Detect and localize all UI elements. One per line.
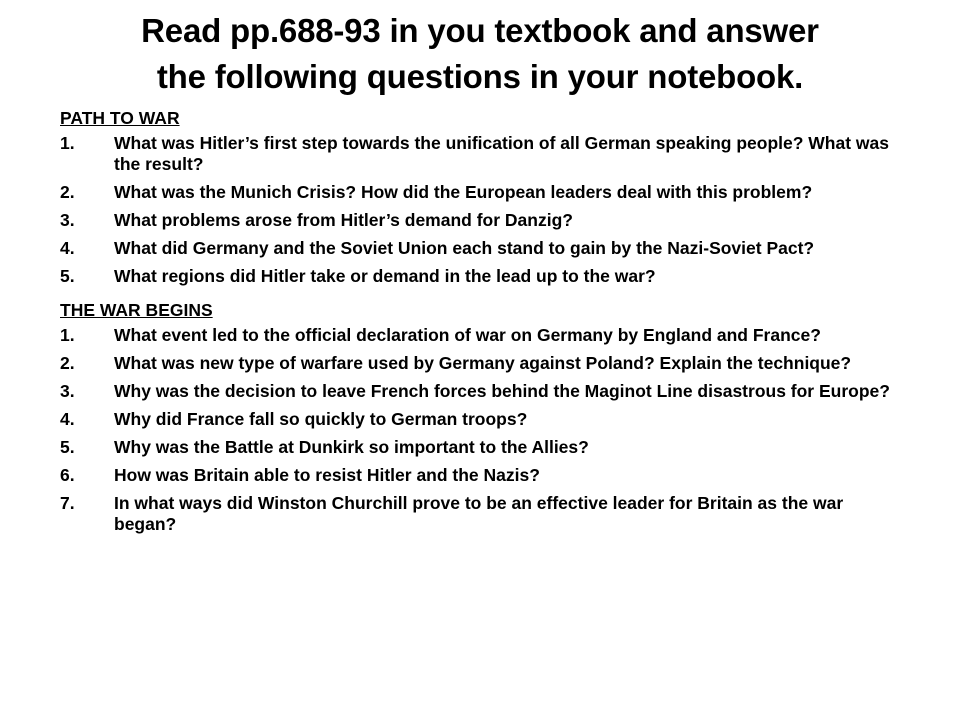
question-text: What regions did Hitler take or demand in the lead up to the war? [114,266,656,286]
question-text: Why was the Battle at Dunkirk so important to the Allies? [114,437,589,457]
question-number: 5. [60,437,75,457]
question-item [60,353,900,374]
question-list-path-to-war [60,133,900,287]
question-text: How was Britain able to resist Hitler and the Nazis? [114,465,540,485]
slide-title [40,8,920,100]
question-item [60,493,900,535]
question-item [60,381,900,402]
question-text: What was new type of warfare used by Germany against Poland? Explain the technique? [114,353,852,373]
section-heading-path-to-war: PATH TO WAR [60,108,180,128]
question-number: 3. [60,210,75,230]
slide-content [60,108,900,542]
question-number: 2. [60,353,75,373]
question-text: What did Germany and the Soviet Union each stand to gain by the Nazi-Soviet Pact? [114,238,815,258]
question-text: Why did France fall so quickly to German troops? [114,409,528,429]
question-text: Why was the decision to leave French forces behind the Maginot Line disastrous for Europe? [114,381,890,401]
question-number: 5. [60,266,75,286]
question-text: What was the Munich Crisis? How did the European leaders deal with this problem? [114,182,813,202]
title-line-2: the following questions in your notebook. [156,58,804,95]
question-number: 6. [60,465,75,485]
question-item [60,238,900,259]
question-text: What event led to the official declaration of war on Germany by England and France? [114,325,821,345]
question-text: What problems arose from Hitler’s demand for Danzig? [114,210,573,230]
question-number: 1. [60,133,75,153]
question-item [60,325,900,346]
question-number: 4. [60,409,75,429]
question-number: 3. [60,381,75,401]
question-number: 2. [60,182,75,202]
question-item [60,437,900,458]
question-item [60,133,900,175]
question-item [60,409,900,430]
question-item [60,182,900,203]
question-number: 7. [60,493,75,513]
question-item [60,210,900,231]
question-number: 1. [60,325,75,345]
question-text: What was Hitler’s first step towards the unification of all German speaking people? What was the result? [114,133,889,174]
question-number: 4. [60,238,75,258]
question-item [60,266,900,287]
section-heading-war-begins: THE WAR BEGINS [60,300,213,320]
question-text: In what ways did Winston Churchill prove to be an effective leader for Britain as the war began? [114,493,844,534]
question-list-war-begins [60,325,900,535]
question-item [60,465,900,486]
title-line-1: Read pp.688-93 in you textbook and answer [141,12,819,49]
